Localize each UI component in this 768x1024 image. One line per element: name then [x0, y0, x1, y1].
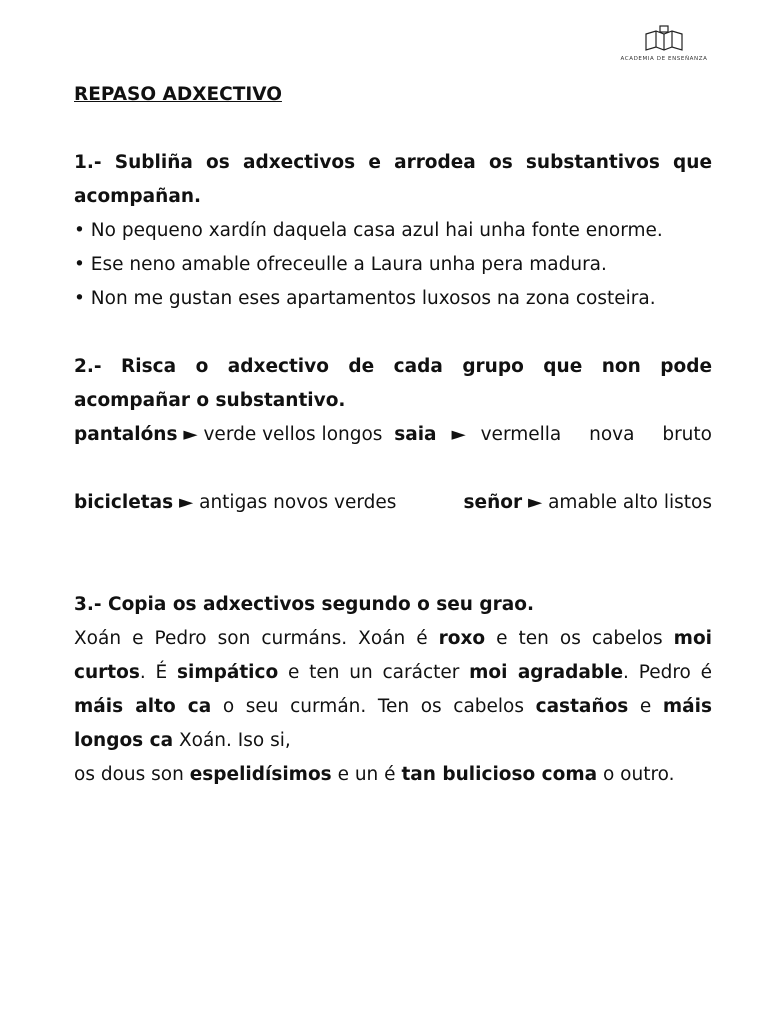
exercise-2-heading: 2.- Risca o adxectivo de cada grupo que non pode acompañar o substantivo.: [74, 356, 712, 411]
page-title: REPASO ADXECTIVO: [74, 84, 282, 105]
group-adjectives: antigas novos verdes: [199, 492, 397, 513]
group-noun: bicicletas: [74, 492, 174, 513]
exercise-1-item: • No pequeno xardín daquela casa azul hai unha fonte enorme.: [74, 220, 663, 241]
group-adjectives: amable alto listos: [548, 492, 712, 513]
worksheet: [74, 78, 712, 792]
group-adjectives: vermella nova bruto: [480, 424, 712, 445]
group-noun: señor: [463, 492, 523, 513]
books-logo-icon: [644, 24, 684, 54]
exercise-1-item: • Non me gustan eses apartamentos luxosos na zona costeira.: [74, 288, 656, 309]
arrow-icon: ►: [183, 424, 198, 445]
exercise-1-heading: 1.- Subliña os adxectivos e arrodea os substantivos que acompañan.: [74, 152, 712, 207]
academy-logo: [612, 24, 716, 72]
exercise-2-group-line-1: [74, 418, 712, 452]
group-noun: pantalóns: [74, 424, 178, 445]
exercise-1-item: • Ese neno amable ofreceulle a Laura unha pera madura.: [74, 254, 607, 275]
arrow-icon: ►: [178, 492, 194, 513]
exercise-3-text-end: os dous son espelidísimos e un é tan bulicioso coma o outro.: [74, 764, 675, 785]
exercise-3-text: Xoán e Pedro son curmáns. Xoán é roxo e ten os cabelos moi curtos. É simpático e ten un carácter moi agradable. Pedro é máis alto ca o seu curmán. Ten os cabelos castaños e máis longos ca Xoán. Iso si,: [74, 628, 712, 751]
group-noun: saia: [394, 424, 437, 445]
exercise-2-group-line-2: [74, 486, 712, 520]
arrow-icon: ►: [527, 492, 543, 513]
logo-text: ACADEMIA DE ENSEÑANZA: [620, 56, 708, 62]
arrow-icon: ►: [451, 424, 466, 445]
group-adjectives: verde vellos longos: [203, 424, 383, 445]
exercise-3-heading: 3.- Copia os adxectivos segundo o seu grao.: [74, 594, 534, 615]
